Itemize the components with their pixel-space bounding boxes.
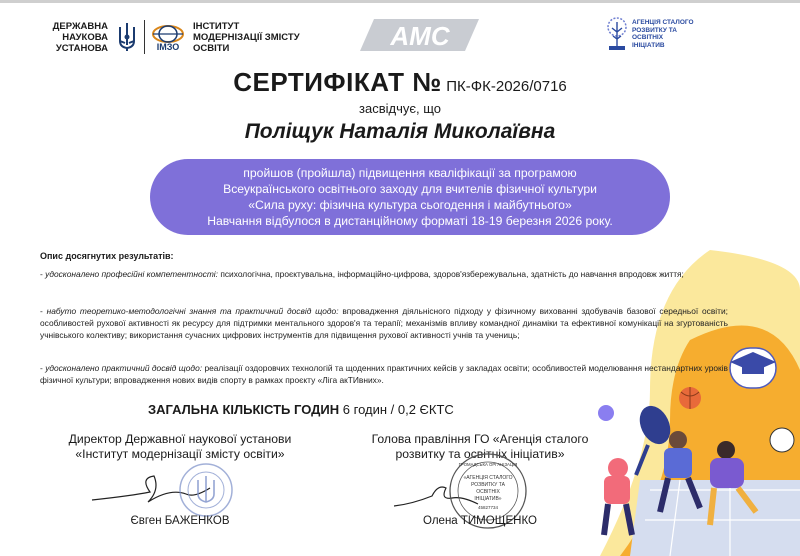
program-line: «Сила руху: фізична культура сьогодення і майбутнього» [248,198,572,212]
result-lead: удосконалено практичний досвід щодо: [45,363,203,373]
stamp-text: ІНІЦІАТИВ» [474,496,502,502]
imzo-globe-icon [151,22,185,44]
header-divider [144,20,145,54]
results-heading: Опис досягнутих результатів: [40,251,174,261]
agency-logo [606,16,708,52]
seal-stamp-1 [178,462,234,518]
total-hours-label: ЗАГАЛЬНА КІЛЬКІСТЬ ГОДИН [148,402,340,417]
stamp-text: РОЗВИТКУ ТА [471,482,505,488]
stamp-text: «АГЕНЦІЯ СТАЛОГО [463,475,513,481]
result-text: реалізації оздоровчих технологій та щоденних практичних кейсів у закладах освіти; особливостей моделювання нестандартних уроків фізичної культури; впровадження нових видів спорту в рамках проєкту «Ліга акТИвних». [40,363,728,385]
program-line: Всеукраїнського освітнього заходу для вчителів фізичної культури [223,182,597,196]
stamp-text: ОСВІТНІХ [476,489,500,495]
amc-logo-text: АМС [390,21,450,51]
top-border [0,0,800,3]
sports-illustration [560,250,800,556]
certifies-text: засвідчує, що [359,101,441,116]
program-banner [150,159,670,235]
stamp-text: 45827734 [477,505,499,510]
agency-label: АГЕНЦІЯ СТАЛОГО РОЗВИТКУ ТА ОСВІТНІХ ІНІЦІАТИВ [632,19,694,49]
graduation-cap-icon [730,348,776,388]
person-name: Поліщук Наталія Миколаївна [244,120,556,143]
stamp-text: ГРОМАДСЬКА ОРГАНІЗАЦІЯ [458,462,518,467]
result-item: - набуто теоретико-методологічні знання та практичний досвід щодо: впровадження діяльнісного підходу у фізичному вихованні здобувачів базової середньої освіти; особливостей рухової активності як ресурсу для підтримки ментального здоров'я та терапії; механізмів впливу командної динаміки та ефективної комунікації на згуртованість учнівського колективу; використання сучасних цифрових інструментів для підвищення рухової активності учнів та учениць; [40,306,729,340]
ukraine-trident-icon [116,21,138,53]
result-item: - удосконалено професійні компетентності: психологічна, проєктувальна, інформаційно-цифрова, здоров'язбережувальна, здатність до навчання впродовж життя; [40,269,684,279]
result-lead: набуто теоретико-методологічні знання та практичний досвід щодо: [46,306,339,316]
result-item: - удосконалено практичний досвід щодо: реалізації оздоровчих технологій та щоденних практичних кейсів у закладах освіти; особливостей моделювання нестандартних уроків фізичної культури; впровадження нових видів спорту в рамках проєкту «Ліга акТИвних». [40,363,728,385]
certificate-title [0,67,800,98]
program-line: Навчання відбулося в дистанційному форматі 18-19 березня 2026 року. [207,214,613,228]
signatory-2-title: Голова правління ГО «Агенція сталого розвитку та освітніх ініціатив» [371,432,589,461]
agency-tree-icon [606,16,628,52]
certificate-title-label: СЕРТИФІКАТ № [233,67,442,97]
institute-label: ІНСТИТУТ МОДЕРНІЗАЦІЇ ЗМІСТУ ОСВІТИ [193,20,300,54]
signatory-2-name: Олена ТИМОЩЕНКО [423,515,537,527]
program-line: пройшов (пройшла) підвищення кваліфікації за програмою [243,166,577,180]
ministry-label: ДЕРЖАВНА НАУКОВА УСТАНОВА [52,20,108,54]
soccer-ball-icon [770,428,794,452]
ball-icon [598,405,614,421]
result-text: впровадження діяльнісного підходу у фізичному вихованні здобувачів базової середньої освіти; особливостей рухової активності як ресурсу для підтримки ментального здоров'я та терапії; механізмів впливу командної динаміки та ефективної комунікації на згуртованість учнівського колективу; використання сучасних цифрових інструментів для підвищення рухової активності учнів та учениць; [40,306,729,340]
total-hours-value: 6 годин / 0,2 ЄКТС [342,402,454,417]
header-institute-block [50,20,311,54]
result-text: психологічна, проєктувальна, інформаційно-цифрова, здоров'язбережувальна, здатність до навчання впродовж життя; [218,269,684,279]
imzo-logo: ІМЗО [151,22,185,52]
signatory-1-name: Євген БАЖЕНКОВ [130,515,230,527]
result-lead: удосконалено професійні компетентності: [45,269,218,279]
amc-logo [360,18,480,52]
signatory-1-title: Директор Державної наукової установи «Інститут модернізації змісту освіти» [68,432,292,461]
certificate-number: ПК-ФК-2026/0716 [446,78,567,95]
total-hours [148,402,454,417]
